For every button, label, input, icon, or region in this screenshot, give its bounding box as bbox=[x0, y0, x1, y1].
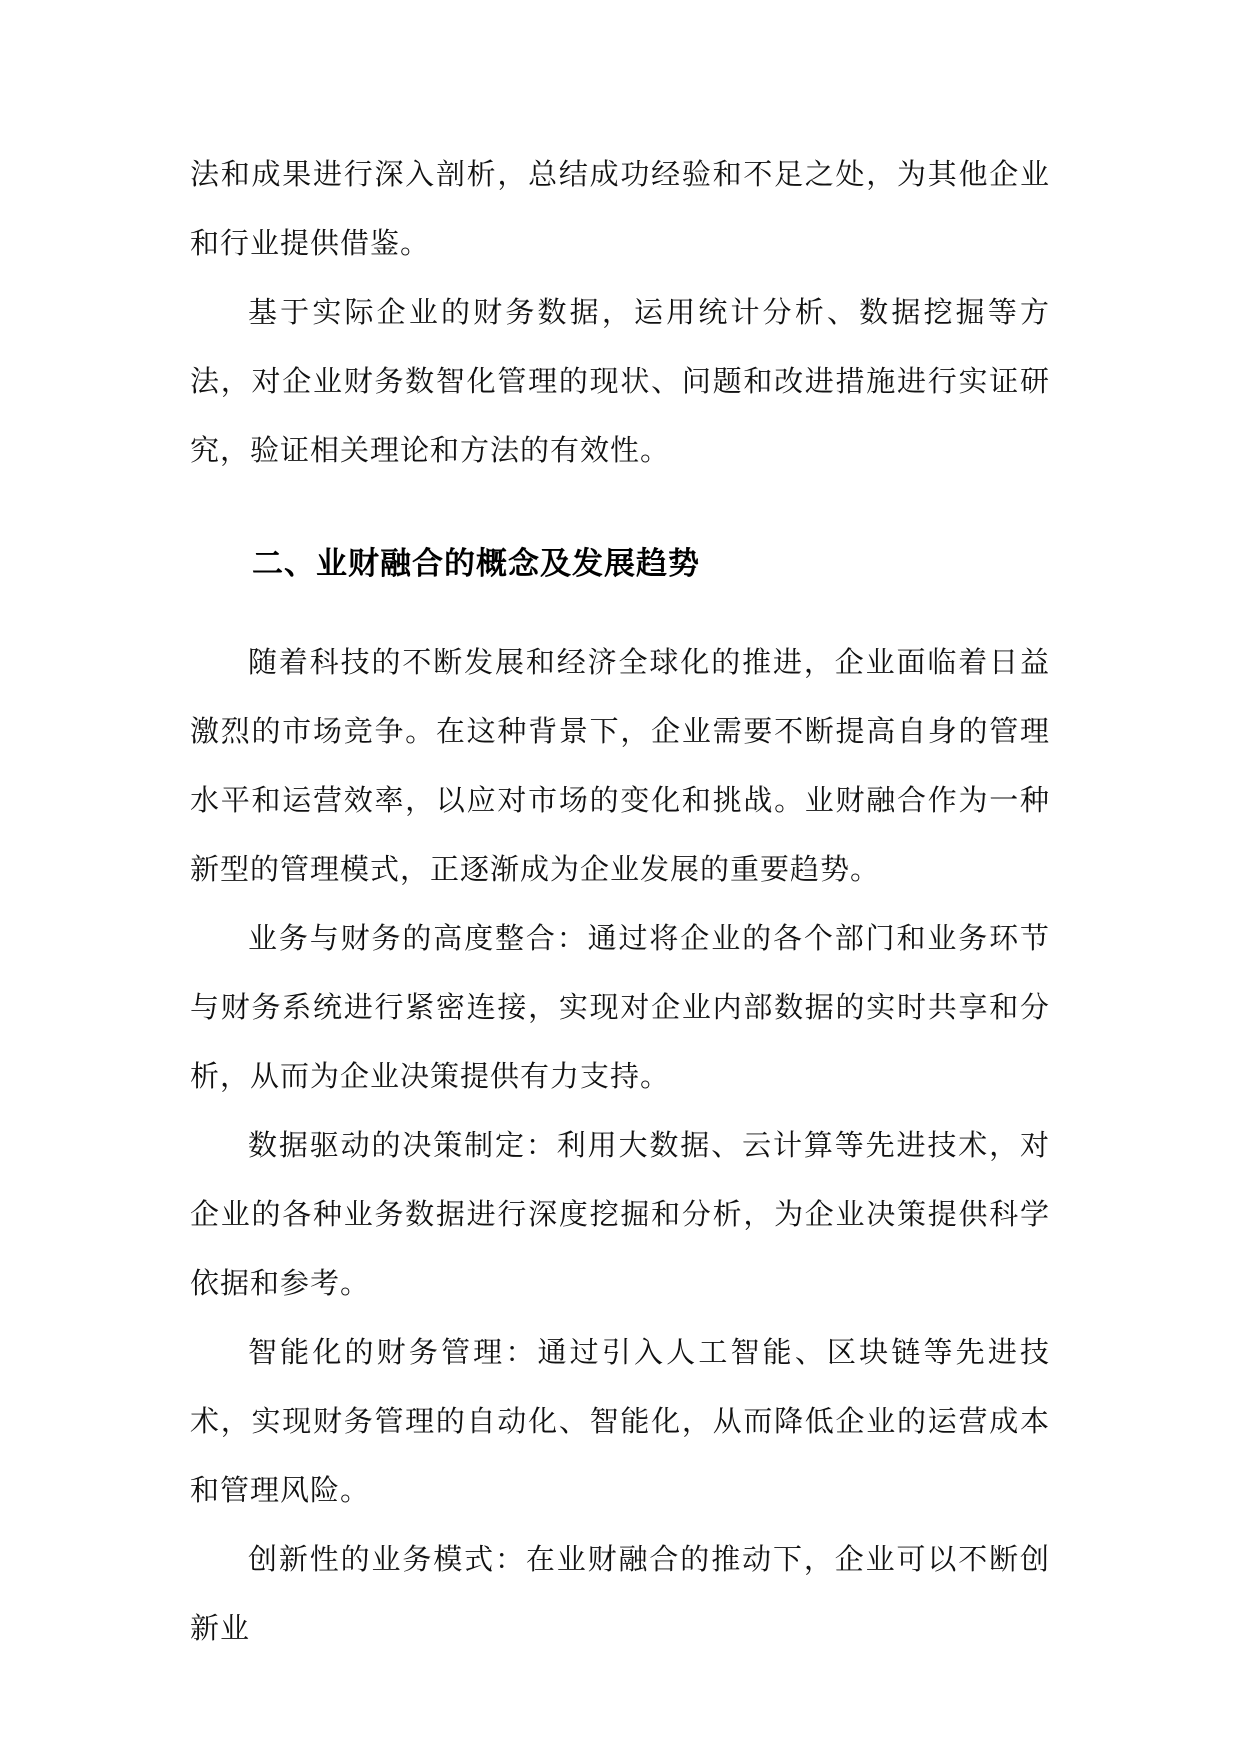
paragraph-empirical-research: 基于实际企业的财务数据，运用统计分析、数据挖掘等方法，对企业财务数智化管理的现状、问题和改进措施进行实证研究，验证相关理论和方法的有效性。 bbox=[190, 295, 1050, 467]
paragraph-integration: 业务与财务的高度整合：通过将企业的各个部门和业务环节与财务系统进行紧密连接，实现对企业内部数据的实时共享和分析，从而为企业决策提供有力支持。 bbox=[190, 921, 1050, 1093]
document-body bbox=[190, 140, 1050, 1663]
paragraph-background: 随着科技的不断发展和经济全球化的推进，企业面临着日益激烈的市场竞争。在这种背景下，企业需要不断提高自身的管理水平和运营效率，以应对市场的变化和挑战。业财融合作为一种新型的管理模式，正逐渐成为企业发展的重要趋势。 bbox=[190, 645, 1050, 886]
paragraph-intelligent-finance: 智能化的财务管理：通过引入人工智能、区块链等先进技术，实现财务管理的自动化、智能化，从而降低企业的运营成本和管理风险。 bbox=[190, 1335, 1050, 1507]
paragraph-innovative-model: 创新性的业务模式：在业财融合的推动下，企业可以不断创新业 bbox=[190, 1542, 1050, 1645]
paragraph-data-driven: 数据驱动的决策制定：利用大数据、云计算等先进技术，对企业的各种业务数据进行深度挖掘和分析，为企业决策提供科学依据和参考。 bbox=[190, 1128, 1050, 1300]
paragraph-continuation: 法和成果进行深入剖析，总结成功经验和不足之处，为其他企业和行业提供借鉴。 bbox=[190, 157, 1050, 260]
section-heading: 二、业财融合的概念及发展趋势 bbox=[252, 546, 700, 582]
